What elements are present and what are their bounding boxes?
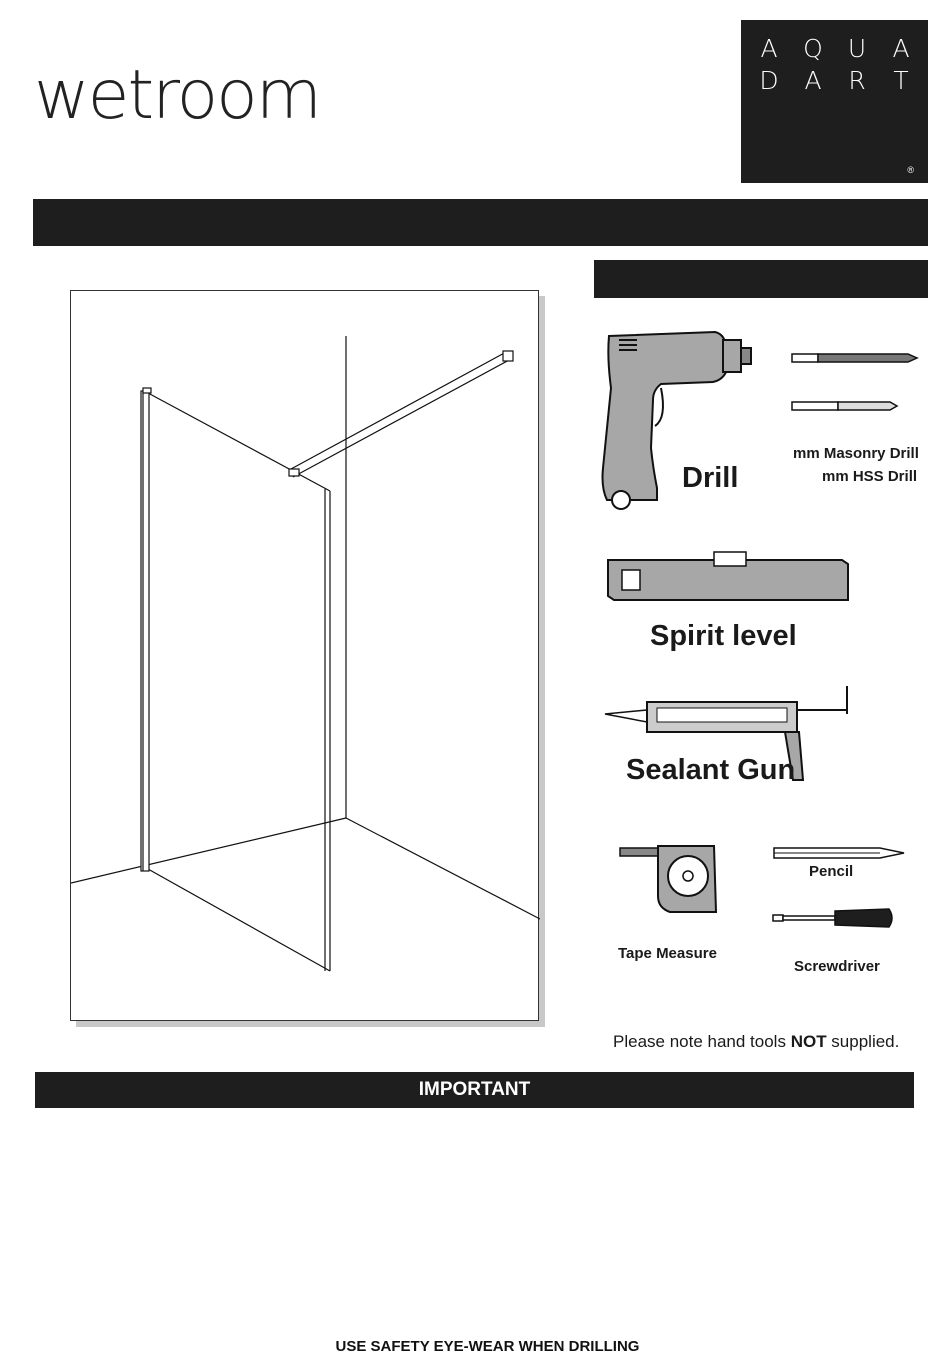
screwdriver-label: Screwdriver [794, 958, 880, 975]
tape-measure-icon [618, 842, 722, 916]
masonry-drill-label: mm Masonry Drill [793, 445, 919, 462]
masonry-drill-bit-icon [790, 348, 920, 368]
registered-mark: ® [907, 165, 914, 175]
hss-drill-label: mm HSS Drill [822, 468, 918, 485]
product-drawing [70, 290, 539, 1021]
screwdriver-icon [771, 905, 897, 931]
spirit-level-label: Spirit level [650, 620, 797, 652]
logo-line-bottom: D A R T [759, 66, 909, 95]
tape-measure-label: Tape Measure [618, 945, 717, 962]
pencil-label: Pencil [809, 863, 854, 880]
spirit-level-icon [606, 550, 850, 604]
tools-header-bar [594, 260, 928, 298]
important-heading: IMPORTANT [35, 1072, 914, 1108]
safety-warning: USE SAFETY EYE-WEAR WHEN DRILLING [335, 1338, 640, 1355]
title-banner [33, 199, 928, 246]
wetroom-panel-illustration [71, 291, 540, 1022]
sealant-gun-label: Sealant Gun [626, 754, 796, 786]
product-title: wetroom [34, 56, 321, 135]
aquadart-logo [741, 20, 928, 183]
tools-not-supplied-note: Please note hand tools NOT supplied. [613, 1032, 900, 1051]
hss-drill-bit-icon [790, 398, 900, 414]
pencil-icon [772, 846, 906, 860]
drill-label: Drill [682, 462, 739, 494]
logo-line-top: A Q U A [760, 34, 910, 63]
